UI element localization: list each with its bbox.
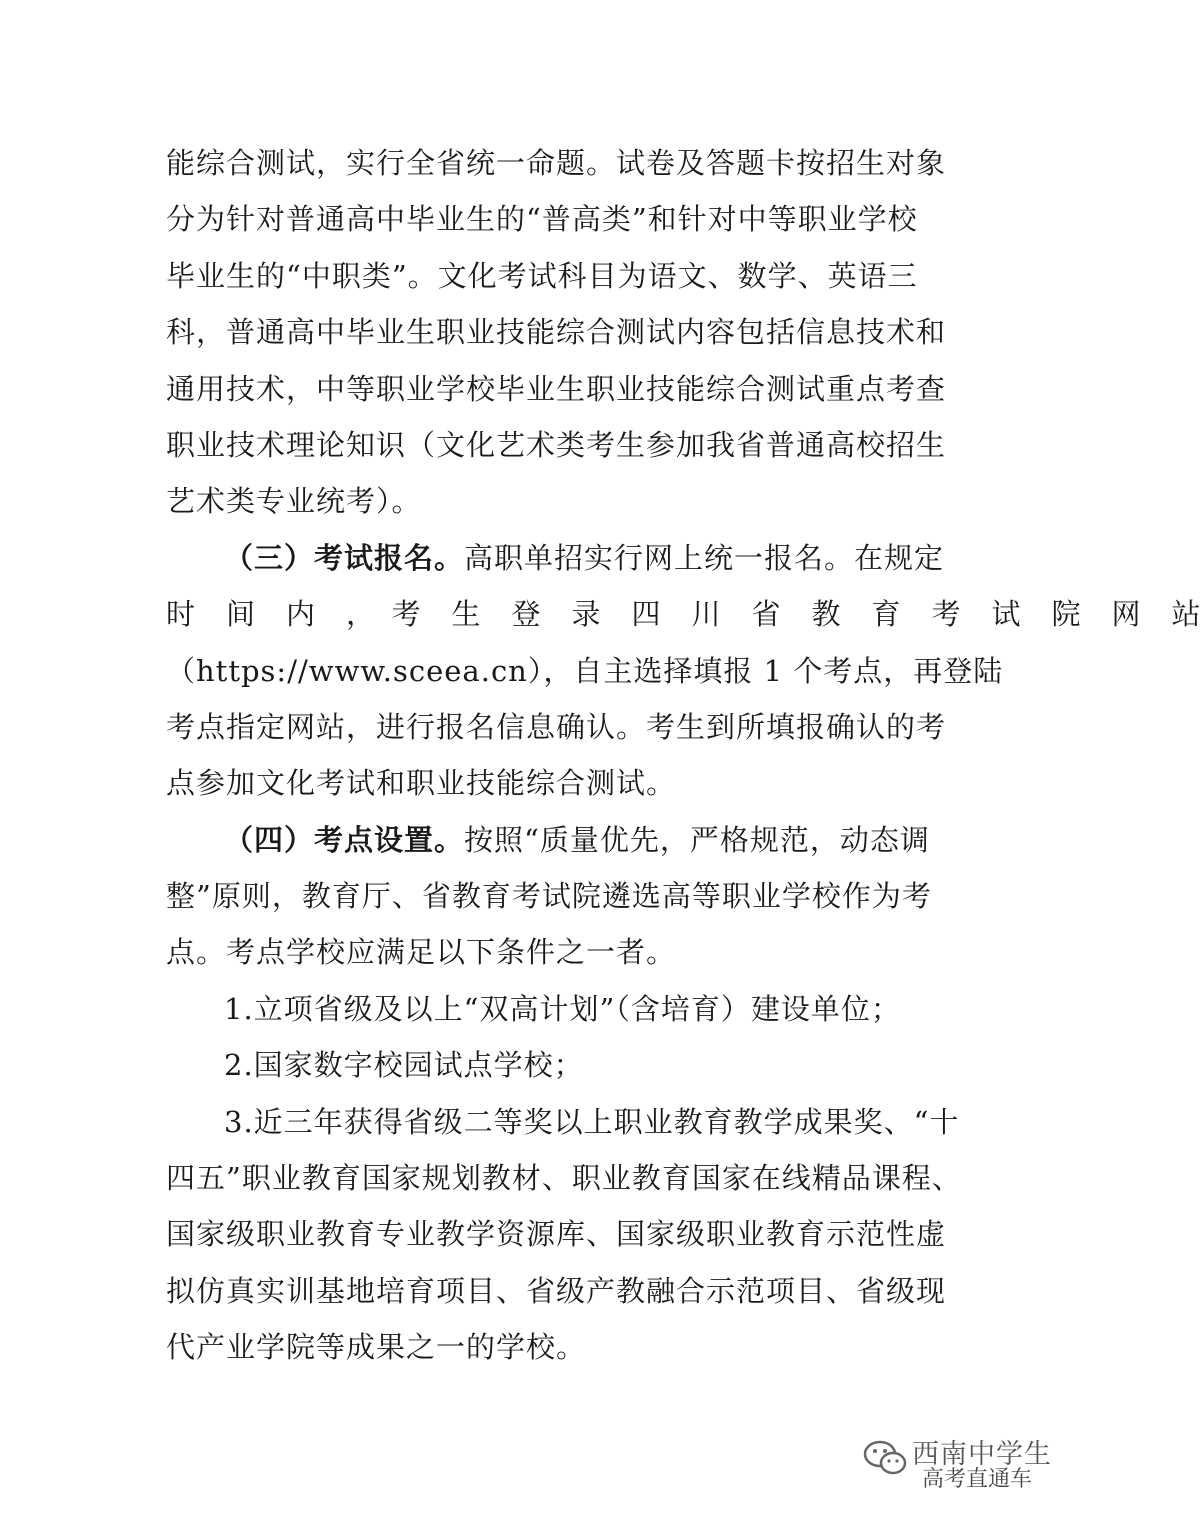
wechat-icon <box>862 1438 910 1478</box>
section-3-text: 高职单招实行网上统一报名。在规定 <box>464 540 945 575</box>
text-line: 时 间 内 ， 考 生 登 录 四 川 省 教 育 考 试 院 网 站 <box>166 597 1202 632</box>
text-line: 艺术类专业统考）。 <box>166 484 422 519</box>
section-4-first-line <box>166 812 930 868</box>
text-line: 点参加文化考试和职业技能综合测试。 <box>166 766 677 801</box>
text-line: 国家级职业教育专业教学资源库、国家级职业教育示范性虚 <box>166 1217 947 1252</box>
text-line: 拟仿真实训基地培育项目、省级产教融合示范项目、省级现 <box>166 1273 947 1308</box>
section-4-heading: （四）考点设置。 <box>224 822 465 857</box>
text-line: 分为针对普通高中毕业生的“普高类”和针对中等职业学校 <box>166 202 918 237</box>
text-line: 毕业生的“中职类”。文化考试科目为语文、数学、英语三 <box>166 258 918 293</box>
watermark-line-2: 高考直通车 <box>922 1467 1033 1492</box>
document-body <box>166 135 1202 1376</box>
text-line: 整”原则，教育厅、省教育考试院遴选高等职业学校作为考 <box>166 879 932 914</box>
list-item-3: 3.近三年获得省级二等奖以上职业教育教学成果奖、“十 <box>224 1104 960 1139</box>
text-line: 代产业学院等成果之一的学校。 <box>166 1330 587 1365</box>
text-line: 职业技术理论知识（文化艺术类考生参加我省普通高校招生 <box>166 427 947 462</box>
text-line: 通用技术，中等职业学校毕业生职业技能综合测试重点考查 <box>166 371 947 406</box>
watermark-line-1: 西南中学生 <box>912 1439 1052 1470</box>
text-line: 科，普通高中毕业生职业技能综合测试内容包括信息技术和 <box>166 315 947 350</box>
list-item-1: 1.立项省级及以上“双高计划”（含培育）建设单位； <box>224 991 901 1026</box>
section-3-heading: （三）考试报名。 <box>224 540 465 575</box>
text-line: 四五”职业教育国家规划教材、职业教育国家在线精品课程、 <box>166 1161 962 1196</box>
section-3-first-line <box>166 530 945 586</box>
section-4-text: 按照“质量优先，严格规范，动态调 <box>464 822 930 857</box>
watermark <box>862 1428 1062 1498</box>
text-line: 考点指定网站，进行报名信息确认。考生到所填报确认的考 <box>166 709 947 744</box>
text-line: 能综合测试，实行全省统一命题。试卷及答题卡按招生对象 <box>166 146 947 180</box>
list-item-2: 2.国家数字校园试点学校； <box>224 1048 584 1083</box>
text-line: （https://www.sceea.cn），自主选择填报 1 个考点，再登陆 <box>166 653 1004 688</box>
text-line: 点。考点学校应满足以下条件之一者。 <box>166 935 677 970</box>
